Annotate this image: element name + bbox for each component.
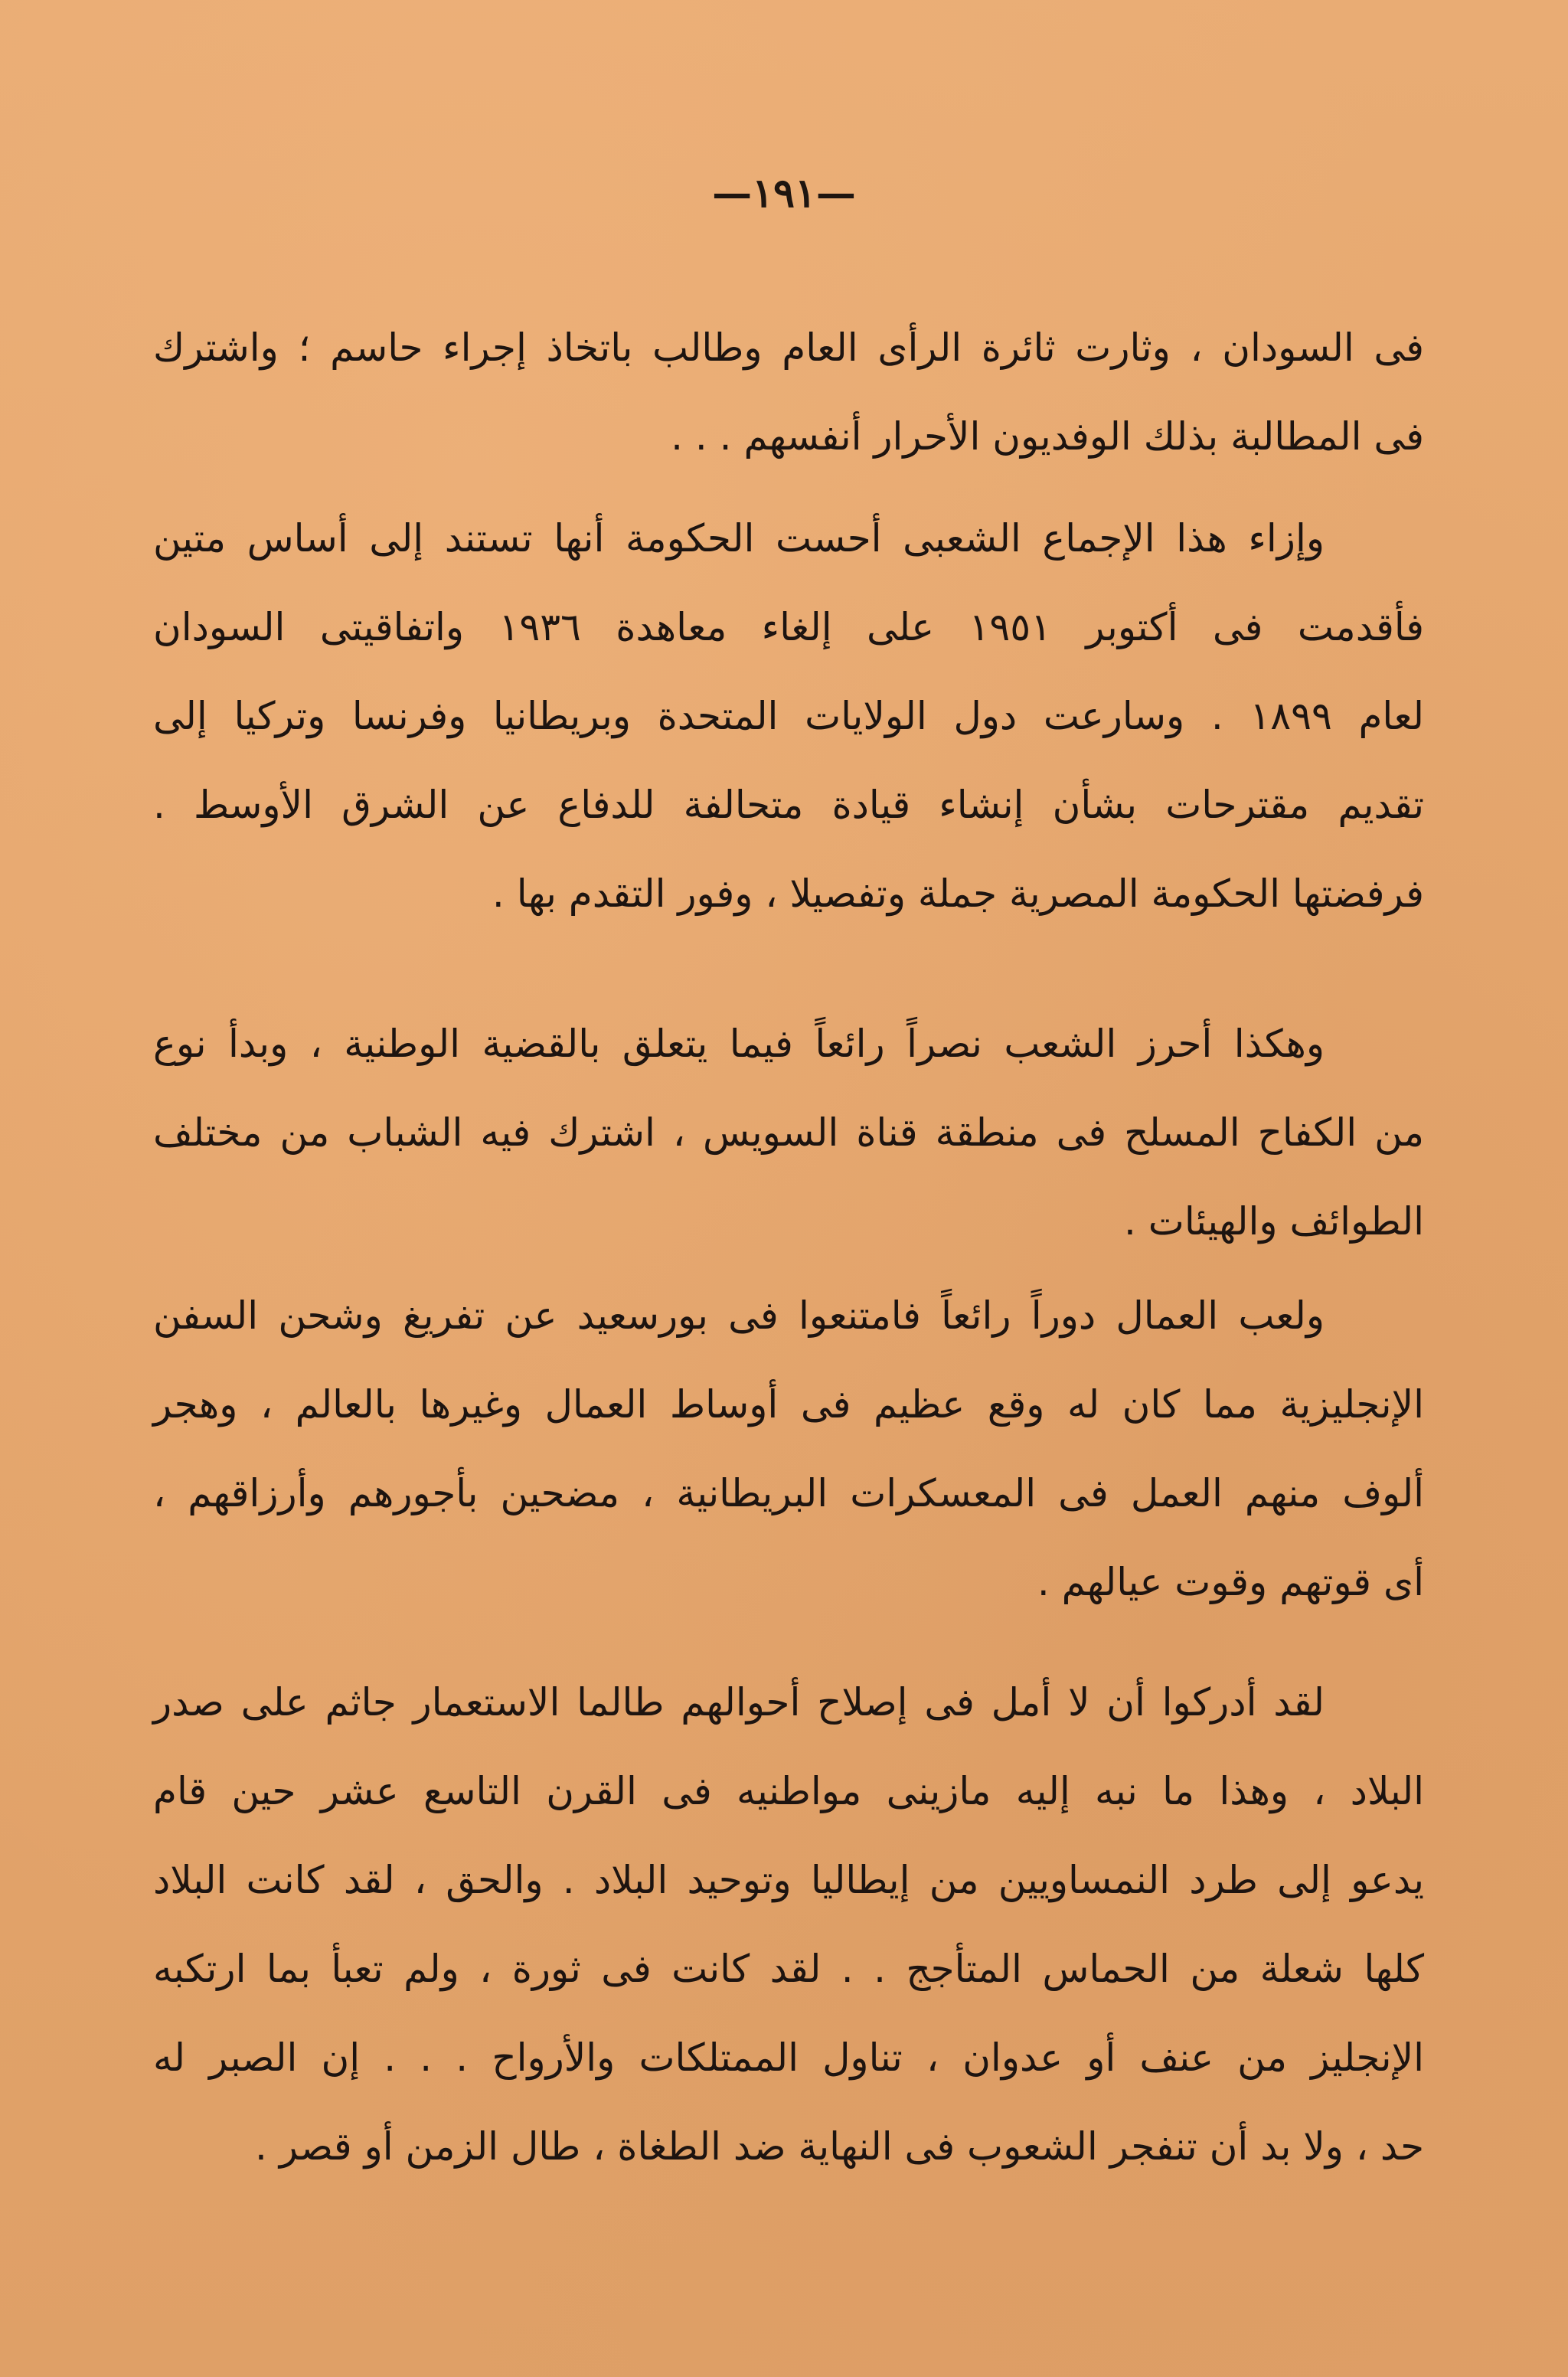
paragraph-3 [153,999,1424,1266]
text-line: حد ، ولا بد أن تنفجر الشعوب فى النهاية ضد الطغاة ، طال الزمن أو قصر . [255,2124,1424,2169]
page-number: —١٩١— [712,170,856,217]
text-line: كلها شعلة من الحماس المتأجج . . لقد كانت فى ثورة ، ولم تعبأ بما ارتكبه [153,1947,1424,1991]
text-line: لعام ١٨٩٩ . وسارعت دول الولايات المتحدة وبريطانيا وفرنسا وتركيا إلى [153,694,1424,738]
paragraph-1 [153,303,1424,481]
text-line: فى المطالبة بذلك الوفديون الأحرار أنفسهم . . . [671,414,1424,459]
text-line: فى السودان ، وثارت ثائرة الرأى العام وطالب باتخاذ إجراء حاسم ؛ واشترك [153,325,1424,370]
text-line: البلاد ، وهذا ما نبه إليه مازينى مواطنيه فى القرن التاسع عشر حين قام [153,1769,1424,1813]
text-line: فأقدمت فى أكتوبر ١٩٥١ على إلغاء معاهدة ١٩٣٦ واتفاقيتى السودان [153,605,1424,649]
paragraph-5 [153,1658,1424,2191]
text-line: أى قوتهم وقوت عيالهم . [1037,1560,1424,1604]
paragraph-2 [153,494,1424,938]
text-line: فرفضتها الحكومة المصرية جملة وتفصيلا ، وفور التقدم بها . [492,871,1424,916]
text-line: الإنجليز من عنف أو عدوان ، تناول الممتلكات والأرواح . . . إن الصبر له [153,2035,1424,2080]
text-line: ألوف منهم العمل فى المعسكرات البريطانية ، مضحين بأجورهم وأرزاقهم ، [153,1471,1424,1515]
text-line: من الكفاح المسلح فى منطقة قناة السويس ، اشترك فيه الشباب من مختلف [153,1110,1424,1155]
text-line: ولعب العمال دوراً رائعاً فامتنعوا فى بورسعيد عن تفريغ وشحن السفن [153,1293,1325,1338]
paragraph-4 [153,1271,1424,1627]
text-line: وإزاء هذا الإجماع الشعبى أحست الحكومة أنها تستند إلى أساس متين [153,516,1325,561]
text-line: الإنجليزية مما كان له وقع عظيم فى أوساط العمال وغيرها بالعالم ، وهجر [153,1382,1424,1427]
text-line: الطوائف والهيئات . [1123,1199,1424,1244]
text-line: تقديم مقترحات بشأن إنشاء قيادة متحالفة للدفاع عن الشرق الأوسط . [153,783,1424,827]
text-line: لقد أدركوا أن لا أمل فى إصلاح أحوالهم طالما الاستعمار جاثم على صدر [153,1680,1325,1725]
text-line: يدعو إلى طرد النمساويين من إيطاليا وتوحيد البلاد . والحق ، لقد كانت البلاد [153,1858,1424,1902]
text-line: وهكذا أحرز الشعب نصراً رائعاً فيما يتعلق بالقضية الوطنية ، وبدأ نوع [153,1022,1325,1066]
